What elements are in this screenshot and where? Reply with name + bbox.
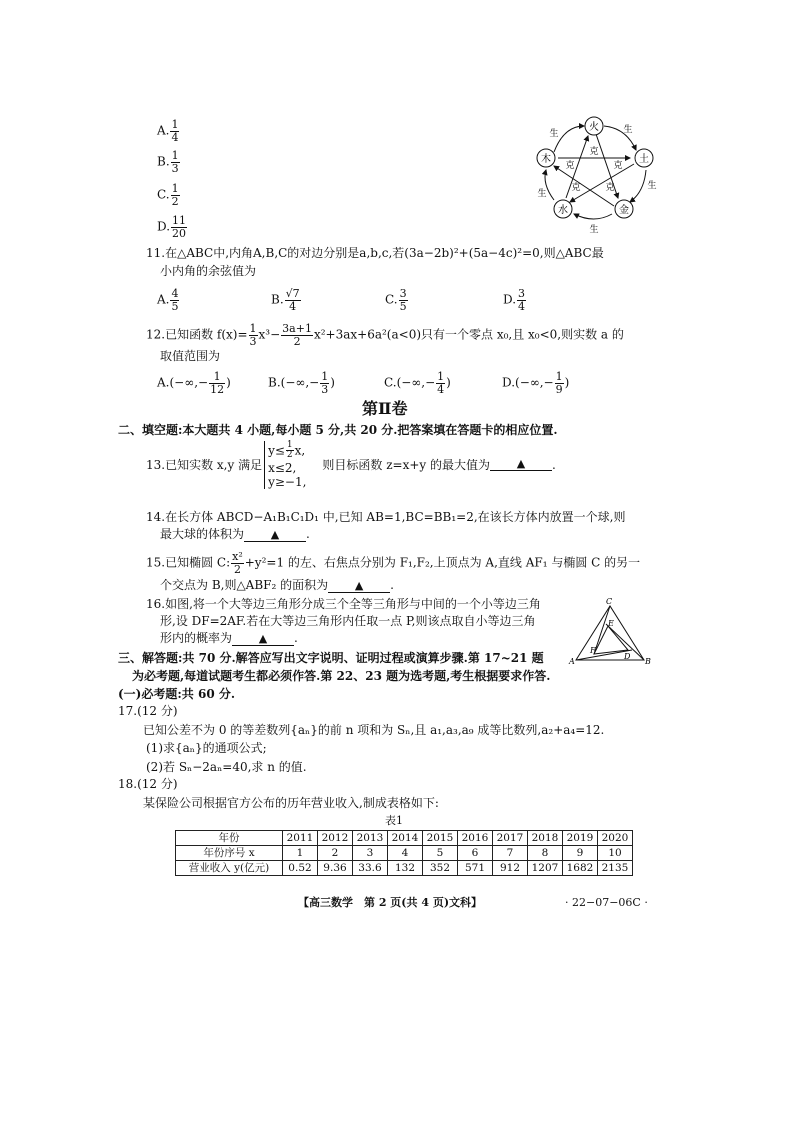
numerator: 3 <box>518 287 526 300</box>
table-cell: 8 <box>528 846 563 861</box>
table-row <box>176 846 633 861</box>
table-cell: 4 <box>388 846 423 861</box>
q15-prefix: 15.已知椭圆 C: <box>146 555 231 570</box>
q13-suffix: 则目标函数 z=x+y 的最大值为 <box>322 457 491 472</box>
option-label: C.(−∞,− <box>384 375 436 390</box>
fraction <box>170 288 179 312</box>
part2-title: 第Ⅱ卷 <box>362 399 408 418</box>
q17-head: 17.(12 分) <box>118 704 178 718</box>
table-cell: 2015 <box>423 831 458 846</box>
denominator: 5 <box>399 299 407 313</box>
q13 <box>146 441 556 489</box>
constraint-2: x≤2, <box>268 460 297 475</box>
label-e: E <box>608 619 614 628</box>
table-cell: 1 <box>283 846 318 861</box>
option-label: D. <box>157 219 171 234</box>
ke-label: 克 <box>613 161 623 171</box>
option-end: ) <box>446 375 451 390</box>
option-label: B. <box>157 154 170 169</box>
numerator: 1 <box>171 118 179 131</box>
constraint-system <box>264 441 306 489</box>
q16-line2: 形,设 DF=2AF.若在大等边三角形内任取一点 P,则该点取自小等边三角 <box>160 614 536 628</box>
q10-option-d <box>157 215 188 239</box>
denominator: 4 <box>518 299 526 313</box>
table-caption: 表1 <box>385 814 403 827</box>
q16-line3 <box>160 632 298 646</box>
triangle-figure <box>566 596 652 666</box>
denominator: 4 <box>437 382 445 396</box>
numerator: 4 <box>171 287 179 300</box>
table-cell: 571 <box>458 861 493 876</box>
option-label: A.(−∞,− <box>157 375 209 390</box>
option-label: D. <box>503 292 517 307</box>
label-f: F <box>590 646 596 655</box>
table-cell: 年份 <box>176 831 283 846</box>
table-row <box>176 831 633 846</box>
fraction <box>249 323 258 347</box>
section2-heading: 二、填空题:本大题共 4 小题,每小题 5 分,共 20 分.把答案填在答题卡的相应位置. <box>118 423 558 437</box>
sheng-label: 生 <box>623 125 633 135</box>
numerator: 3a+1 <box>282 322 312 335</box>
denominator: 12 <box>210 382 225 396</box>
constraint-text: x, <box>294 443 306 458</box>
numerator: 1 <box>209 371 225 384</box>
q18-head: 18.(12 分) <box>118 777 178 791</box>
q11-line2: 小内角的余弦值为 <box>160 264 257 278</box>
answer-blank[interactable]: ▲ <box>328 580 390 593</box>
numerator: 1 <box>321 370 329 383</box>
q11-option-d <box>503 288 527 312</box>
q15-line2 <box>160 579 394 593</box>
ke-label: 克 <box>565 161 575 171</box>
q16-text: 形内的概率为 <box>160 631 233 645</box>
table-cell: 营业收入 y(亿元) <box>176 861 283 876</box>
five-elements-diagram <box>528 112 658 234</box>
label-wood: 木 <box>541 154 551 165</box>
sheng-label: 生 <box>549 129 559 139</box>
option-label: B.(−∞,− <box>268 375 320 390</box>
q15-rest: +y²=1 的左、右焦点分别为 F₁,F₂,上顶点为 A,直线 AF₁ 与椭圆 C 的另一 <box>244 555 641 570</box>
option-end: ) <box>330 375 335 390</box>
table-cell: 10 <box>598 846 633 861</box>
numerator: 1 <box>555 370 563 383</box>
table-cell: 5 <box>423 846 458 861</box>
table-cell: 2017 <box>493 831 528 846</box>
q10-option-a <box>157 119 180 143</box>
denominator: 3 <box>321 382 329 396</box>
fraction <box>555 371 564 395</box>
denominator: 4 <box>289 299 297 313</box>
label-earth: 土 <box>639 154 649 165</box>
fraction <box>171 150 180 174</box>
q13-prefix: 13.已知实数 x,y 满足 <box>146 457 263 472</box>
denominator: 2 <box>293 334 301 348</box>
fraction <box>170 119 179 143</box>
q12-mid2: x²+3ax+6a²(a<0)只有一个零点 x₀,且 x₀<0,则实数 a 的 <box>313 327 624 342</box>
option-label: A. <box>157 123 170 138</box>
table-cell: 2 <box>318 846 353 861</box>
q11-option-a <box>157 288 180 312</box>
option-label: C. <box>385 292 398 307</box>
label-water: 水 <box>558 205 568 216</box>
numerator: 3 <box>399 287 407 300</box>
q16-line1: 16.如图,将一个大等边三角形分成三个全等三角形与中间的一个小等边三角 <box>146 597 541 611</box>
label-b: B <box>645 657 651 666</box>
sheng-label: 生 <box>537 189 547 199</box>
numerator: 1 <box>249 322 257 335</box>
denominator: 2 <box>286 450 293 461</box>
fraction <box>209 371 225 395</box>
numerator: 1 <box>171 149 179 162</box>
q11-option-c <box>385 288 409 312</box>
table-cell: 352 <box>423 861 458 876</box>
fraction <box>517 288 526 312</box>
answer-blank[interactable]: ▲ <box>232 633 294 646</box>
q12-option-c <box>384 371 451 395</box>
q15-text: 个交点为 B,则△ABF₂ 的面积为 <box>160 578 329 592</box>
section3-line2: 为必考题,每道试题考生都必须作答.第 22、23 题为选考题,考生根据要求作答. <box>132 669 551 683</box>
q12-line2: 取值范围为 <box>160 349 221 363</box>
q10-option-c <box>157 183 181 207</box>
q14-line2 <box>160 528 310 542</box>
answer-blank[interactable]: ▲ <box>490 458 552 471</box>
table-cell: 33.6 <box>353 861 388 876</box>
fraction <box>285 288 301 312</box>
numerator: 1 <box>286 440 293 450</box>
q10-option-b <box>157 150 181 174</box>
constraint-1 <box>268 441 306 461</box>
fraction <box>171 183 180 207</box>
q17-body: 已知公差不为 0 的等差数列{aₙ}的前 n 项和为 Sₙ,且 a₁,a₃,a₉ 成等比数列,a₂+a₄=12. <box>143 723 605 737</box>
option-end: ) <box>226 375 231 390</box>
table-row <box>176 861 633 876</box>
table-cell: 2013 <box>353 831 388 846</box>
option-label: C. <box>157 187 170 202</box>
q18-body: 某保险公司根据官方公布的历年营业收入,制成表格如下: <box>143 796 439 810</box>
q14-line1: 14.在长方体 ABCD−A₁B₁C₁D₁ 中,已知 AB=1,BC=BB₁=2,在该长方体内放置一个球,则 <box>146 510 626 524</box>
q14-text: 最大球的体积为 <box>160 527 245 541</box>
table-cell: 2016 <box>458 831 493 846</box>
q12-line1 <box>146 323 624 347</box>
table-cell: 2135 <box>598 861 633 876</box>
table-cell: 2018 <box>528 831 563 846</box>
numerator: 11 <box>172 214 187 227</box>
fraction <box>281 323 313 347</box>
numerator: 1 <box>171 182 179 195</box>
sheng-label: 生 <box>647 181 657 191</box>
numerator: 1 <box>437 370 445 383</box>
q15-end: . <box>390 578 394 592</box>
table-cell: 3 <box>353 846 388 861</box>
fraction <box>436 371 445 395</box>
q17-part1: (1)求{aₙ}的通项公式; <box>146 741 267 755</box>
required-heading: (一)必考题:共 60 分. <box>118 687 236 701</box>
option-label: D.(−∞,− <box>502 375 554 390</box>
arrow-earth-metal <box>630 170 646 202</box>
q17-part2: (2)若 Sₙ−2aₙ=40,求 n 的值. <box>146 760 307 774</box>
section3-line1: 三、解答题:共 70 分.解答应写出文字说明、证明过程或演算步骤.第 17~21 题 <box>118 651 544 665</box>
option-label: A. <box>157 292 170 307</box>
denominator: 9 <box>555 382 563 396</box>
table-cell: 2014 <box>388 831 423 846</box>
table-cell: 2019 <box>563 831 598 846</box>
q12-option-d <box>502 371 569 395</box>
answer-blank[interactable]: ▲ <box>244 529 306 542</box>
table-cell: 2012 <box>318 831 353 846</box>
constraint-3: y≥−1, <box>268 474 307 489</box>
fraction <box>399 288 408 312</box>
table-cell: 9 <box>563 846 598 861</box>
footer-right: · 22−07−06C · <box>565 896 648 909</box>
arrow-metal-water <box>574 214 612 219</box>
q13-end: . <box>552 457 556 472</box>
numerator: x² <box>232 550 243 563</box>
denominator: 20 <box>172 226 187 240</box>
revenue-table-wrap <box>175 830 633 876</box>
table-cell: 1682 <box>563 861 598 876</box>
constraint-text: y≤ <box>268 443 285 458</box>
q11-line1: 11.在△ABC中,内角A,B,C的对边分别是a,b,c,若(3a−2b)²+(5a−4c)²=0,则△ABC最 <box>146 246 604 260</box>
table-cell: 6 <box>458 846 493 861</box>
table-cell: 2011 <box>283 831 318 846</box>
fraction <box>286 441 294 461</box>
denominator: 3 <box>171 161 179 175</box>
numerator: √7 <box>285 287 300 300</box>
label-fire: 火 <box>589 122 599 133</box>
sheng-label: 生 <box>589 225 599 234</box>
label-metal: 金 <box>619 205 629 216</box>
label-a: A <box>569 657 575 666</box>
table-cell: 年份序号 x <box>176 846 283 861</box>
revenue-table <box>175 830 633 876</box>
denominator: 3 <box>249 334 257 348</box>
table-cell: 132 <box>388 861 423 876</box>
segment-cf <box>594 606 610 654</box>
ke-label: 克 <box>571 183 581 193</box>
q15-line1 <box>146 551 640 575</box>
denominator: 5 <box>171 299 179 313</box>
option-label: B. <box>271 292 284 307</box>
table-cell: 912 <box>493 861 528 876</box>
q12-option-a <box>157 371 231 395</box>
q16-end: . <box>294 631 298 645</box>
ke-label: 克 <box>605 183 615 193</box>
table-cell: 7 <box>493 846 528 861</box>
q12-option-b <box>268 371 335 395</box>
denominator: 2 <box>233 562 241 576</box>
label-c: C <box>606 597 613 606</box>
ke-label: 克 <box>589 147 599 157</box>
table-cell: 1207 <box>528 861 563 876</box>
table-cell: 0.52 <box>283 861 318 876</box>
label-d: D <box>624 652 631 661</box>
table-cell: 2020 <box>598 831 633 846</box>
fraction <box>320 371 329 395</box>
table-cell: 9.36 <box>318 861 353 876</box>
footer-left: 【高三数学 第 2 页(共 4 页)文科】 <box>298 896 483 909</box>
q11-option-b <box>271 288 302 312</box>
denominator: 2 <box>171 194 179 208</box>
q12-mid1: x³− <box>258 327 281 342</box>
fraction <box>231 551 244 575</box>
q14-end: . <box>306 527 310 541</box>
option-end: ) <box>564 375 570 390</box>
q12-prefix: 12.已知函数 f(x)= <box>146 327 248 342</box>
fraction <box>171 215 187 239</box>
denominator: 4 <box>171 130 179 144</box>
